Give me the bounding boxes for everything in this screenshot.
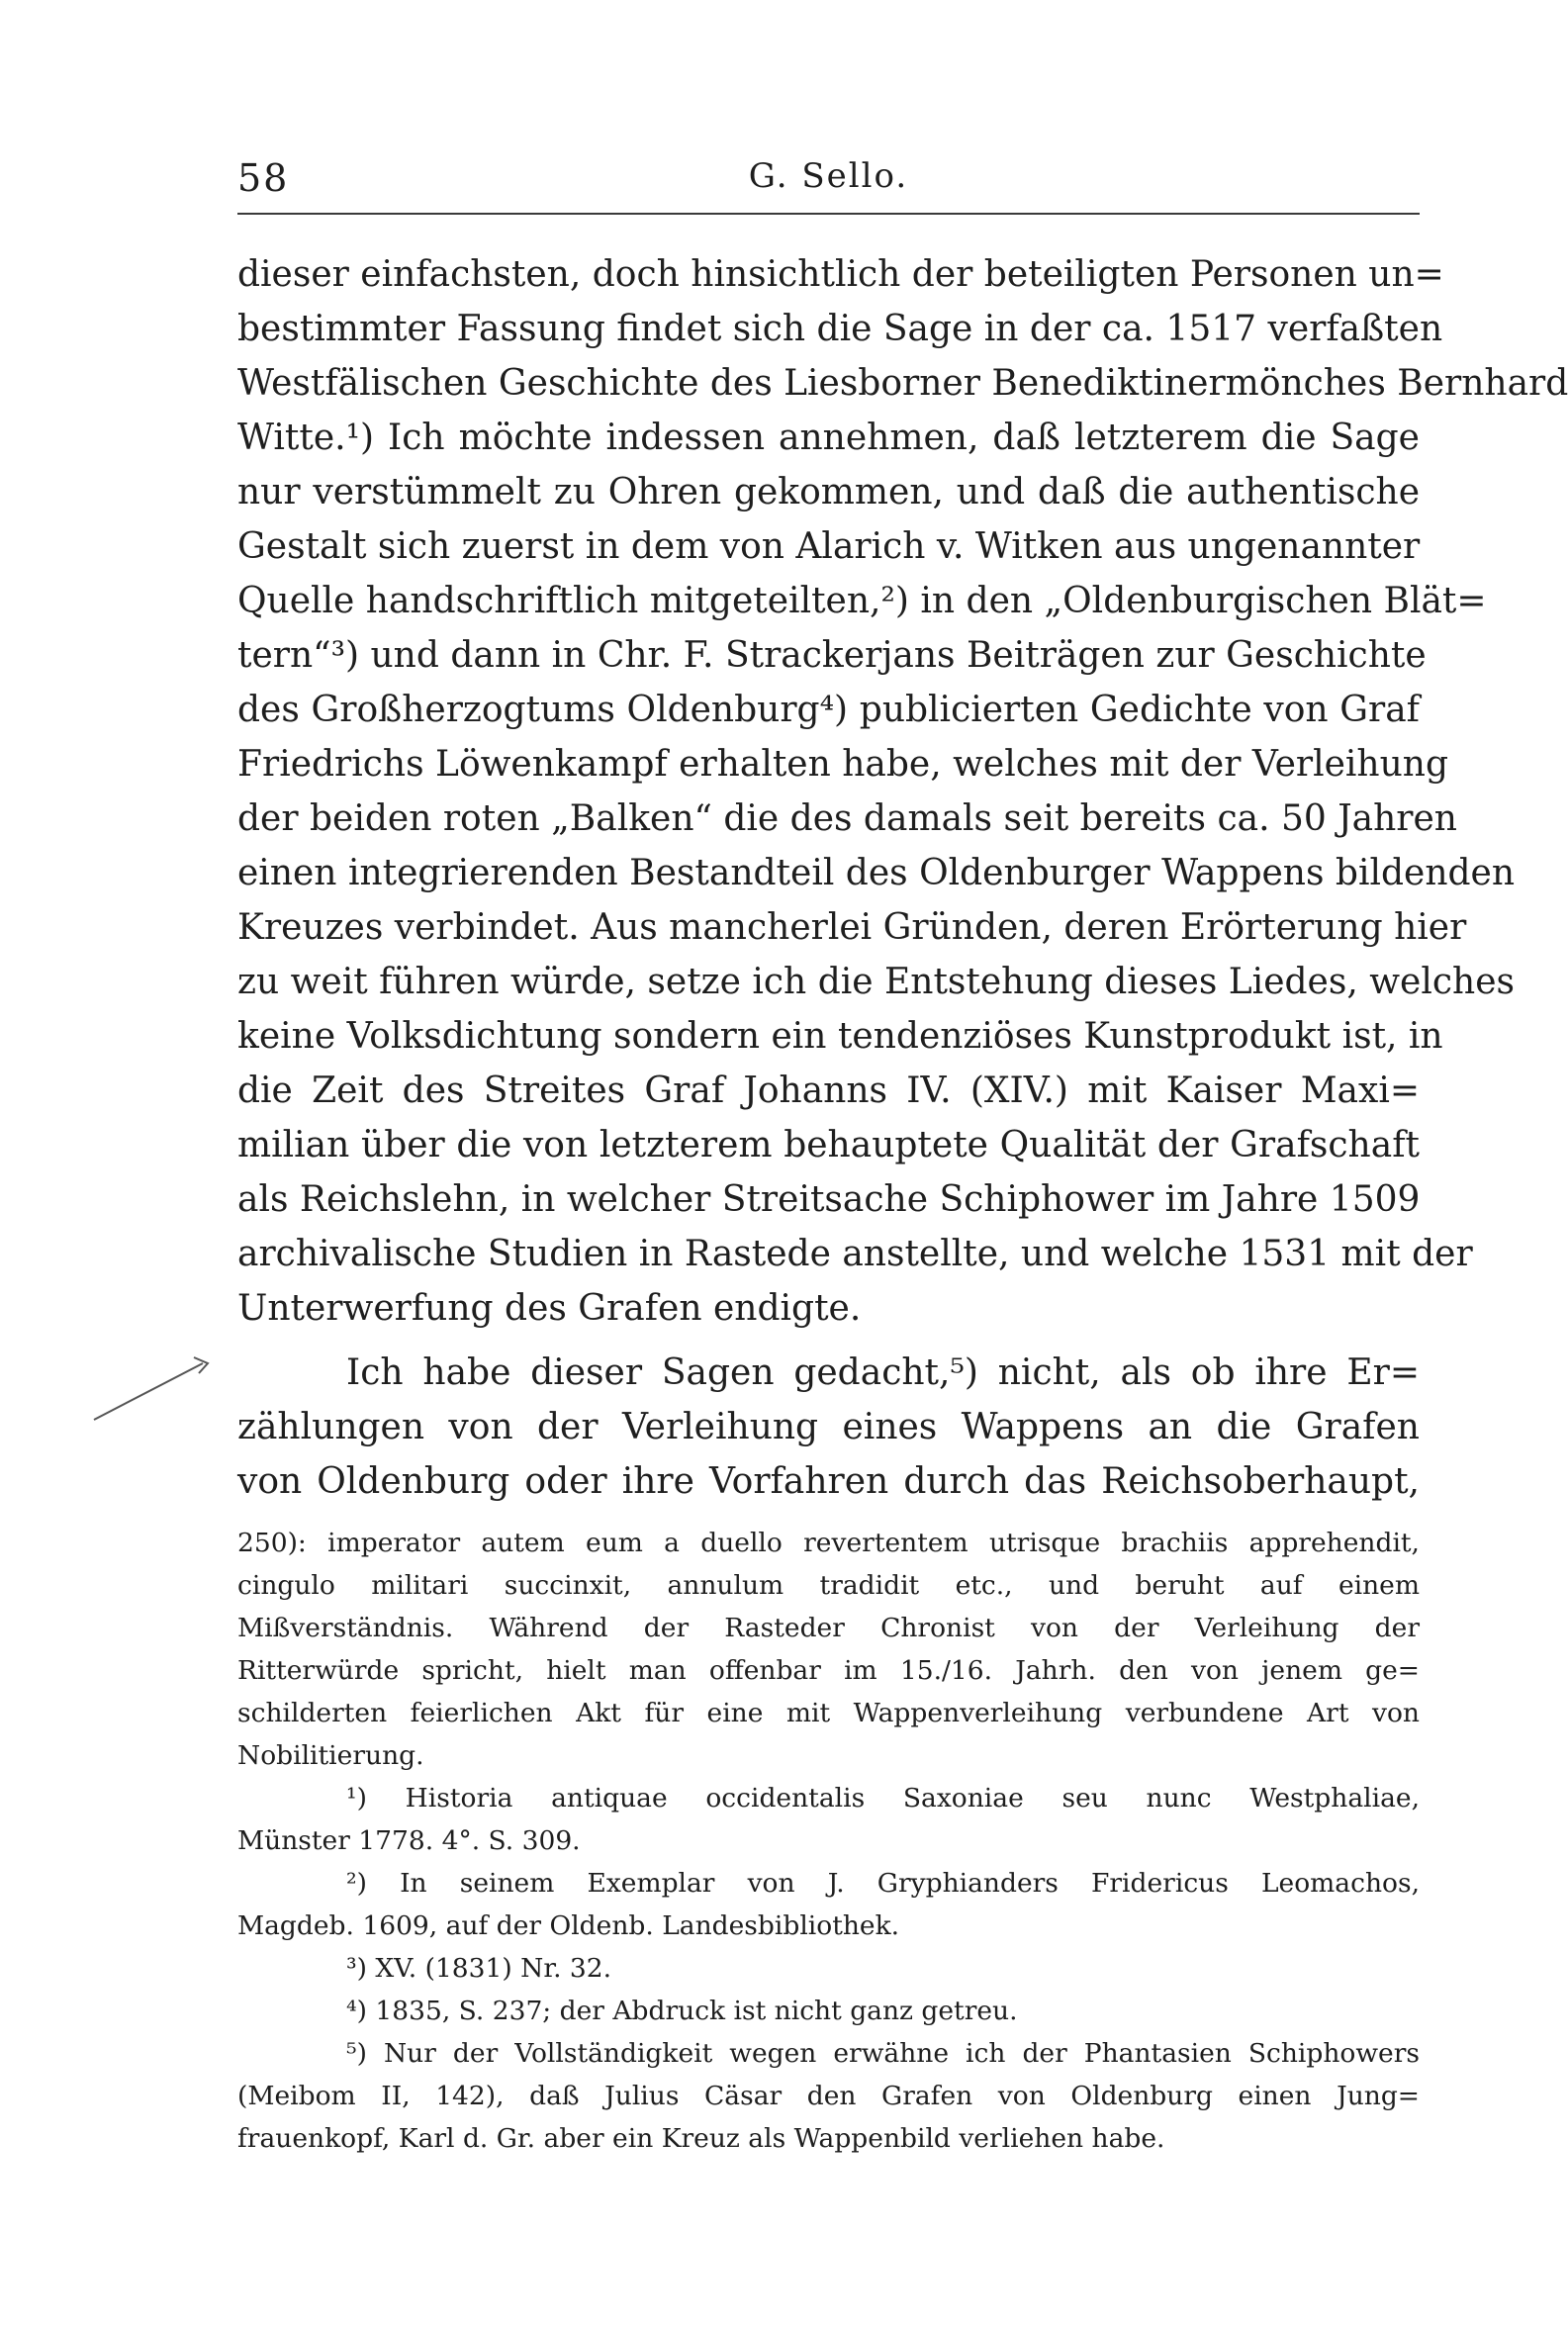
- body-line: Friedrichs Löwenkampf erhalten habe, welches mit der Verleihung: [237, 744, 1449, 785]
- body-line: Quelle handschriftlich mitgeteilten,²) in den „Oldenburgischen Blät=: [237, 581, 1487, 621]
- body-line: bestimmter Fassung findet sich die Sage in der ca. 1517 verfaßten: [237, 309, 1443, 349]
- body-line: tern“³) und dann in Chr. F. Strackerjans Beiträgen zur Geschichte: [237, 635, 1427, 676]
- running-head: G. Sello.: [748, 156, 909, 196]
- body-line: milian über die von letzterem behauptete Qualität der Grafschaft: [237, 1125, 1420, 1165]
- footnote-line: cingulo militari succinxit, annulum tradidit etc., und beruht auf einem: [237, 1570, 1420, 1601]
- body-line: archivalische Studien in Rastede anstellte, und welche 1531 mit der: [237, 1234, 1473, 1274]
- body-line: dieser einfachsten, doch hinsichtlich der beteiligten Personen un=: [237, 254, 1444, 295]
- footnote-5: ⁵) Nur der Vollständigkeit wegen erwähne ich der Phantasien Schiphowers: [346, 2038, 1420, 2069]
- footnote-4: ⁴) 1835, S. 237; der Abdruck ist nicht ganz getreu.: [346, 1996, 1018, 2026]
- footnote-line: 250): imperator autem eum a duello revertentem utrisque brachiis apprehendit,: [237, 1528, 1420, 1558]
- body-line: Ich habe dieser Sagen gedacht,⁵) nicht, als ob ihre Er=: [346, 1352, 1420, 1393]
- page-number: 58: [237, 156, 290, 200]
- footnote-line: Ritterwürde spricht, hielt man offenbar im 15./16. Jahrh. den von jenem ge=: [237, 1655, 1420, 1686]
- body-line: des Großherzogtums Oldenburg⁴) publicierten Gedichte von Graf: [237, 690, 1420, 730]
- body-line: die Zeit des Streites Graf Johanns IV. (XIV.) mit Kaiser Maxi=: [237, 1070, 1420, 1111]
- footnote-line: frauenkopf, Karl d. Gr. aber ein Kreuz als Wappenbild verliehen habe.: [237, 2123, 1165, 2154]
- body-line: von Oldenburg oder ihre Vorfahren durch das Reichsoberhaupt,: [237, 1461, 1420, 1502]
- footnote-3: ³) XV. (1831) Nr. 32.: [346, 1953, 612, 1984]
- footnote-line: Mißverständnis. Während der Rasteder Chronist von der Verleihung der: [237, 1613, 1420, 1643]
- footnote-1: ¹) Historia antiquae occidentalis Saxoniae seu nunc Westphaliae,: [346, 1783, 1420, 1814]
- body-line: Kreuzes verbindet. Aus mancherlei Gründen, deren Erörterung hier: [237, 907, 1467, 948]
- body-line: nur verstümmelt zu Ohren gekommen, und daß die authentische: [237, 472, 1420, 512]
- footnote-line: Münster 1778. 4°. S. 309.: [237, 1825, 581, 1856]
- body-line: zu weit führen würde, setze ich die Entstehung dieses Liedes, welches: [237, 962, 1515, 1002]
- body-line: Westfälischen Geschichte des Liesborner Benediktinermönches Bernhard: [237, 363, 1568, 404]
- footnote-line: Magdeb. 1609, auf der Oldenb. Landesbibliothek.: [237, 1910, 900, 1941]
- footnote-line: schilderten feierlichen Akt für eine mit Wappenverleihung verbundene Art von: [237, 1698, 1420, 1728]
- body-line: Unterwerfung des Grafen endigte.: [237, 1288, 862, 1329]
- body-line: einen integrierenden Bestandteil des Oldenburger Wappens bildenden: [237, 853, 1516, 893]
- body-line: Witte.¹) Ich möchte indessen annehmen, daß letzterem die Sage: [237, 418, 1420, 458]
- body-line: Gestalt sich zuerst in dem von Alarich v. Witken aus ungenannter: [237, 526, 1421, 567]
- footnote-line: Nobilitierung.: [237, 1740, 424, 1771]
- body-line: als Reichslehn, in welcher Streitsache Schiphower im Jahre 1509: [237, 1179, 1421, 1220]
- footnote-2: ²) In seinem Exemplar von J. Gryphianders Fridericus Leomachos,: [346, 1868, 1420, 1899]
- body-line: der beiden roten „Balken“ die des damals seit bereits ca. 50 Jahren: [237, 798, 1457, 839]
- body-line: zählungen von der Verleihung eines Wappens an die Grafen: [237, 1407, 1420, 1447]
- body-line: keine Volksdichtung sondern ein tendenziöses Kunstprodukt ist, in: [237, 1016, 1443, 1057]
- footnote-line: (Meibom II, 142), daß Julius Cäsar den Grafen von Oldenburg einen Jung=: [237, 2081, 1420, 2111]
